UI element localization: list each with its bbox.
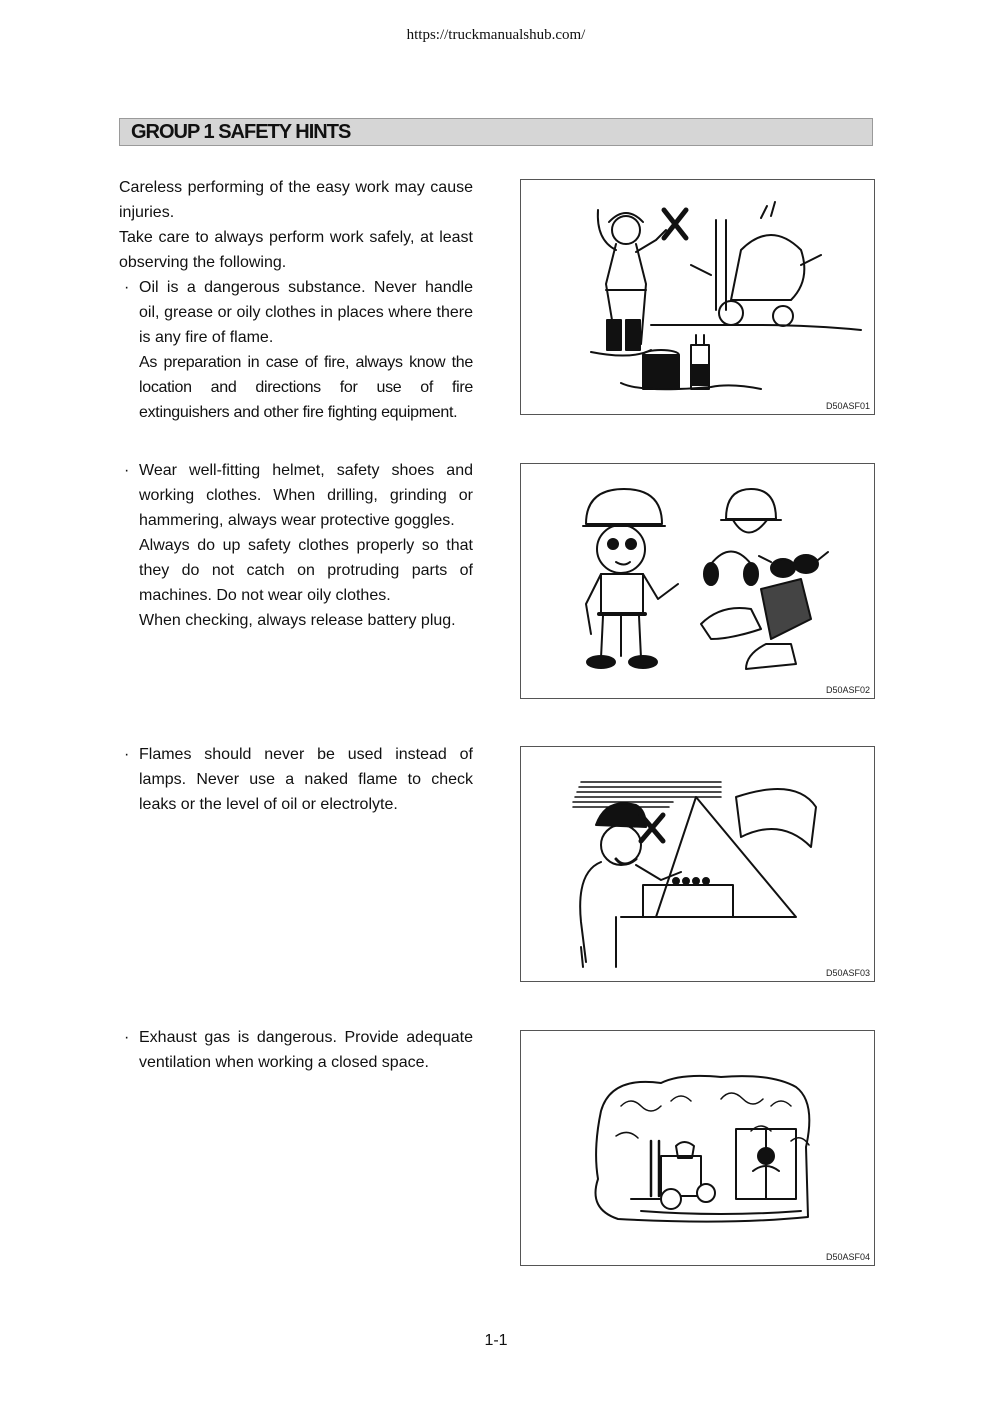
list-item xyxy=(119,458,473,633)
item-block xyxy=(119,458,473,633)
item-paragraph: As preparation in case of fire, always know the location and directions for use of fire extinguishers and other fire fighting equipment. xyxy=(139,354,473,421)
item-paragraph: When checking, always release battery plug. xyxy=(139,612,456,629)
source-url: https://truckmanualshub.com/ xyxy=(406,27,586,43)
figure-oil-fire xyxy=(520,179,875,415)
figure-code: D50ASF04 xyxy=(825,1252,870,1262)
item-paragraph: Flames should never be used instead of lamps. Never use a naked flame to check leaks or the level of oil or electrolyte. xyxy=(139,746,473,813)
section-title-bar xyxy=(119,118,873,146)
bullet-dot: · xyxy=(124,746,130,763)
protective-gear-illustration xyxy=(521,464,876,700)
naked-flame-illustration xyxy=(521,747,876,983)
intro-paragraph: Careless performing of the easy work may cause injuries. xyxy=(119,179,473,221)
bullet-dot: · xyxy=(124,1029,130,1046)
exhaust-gas-illustration xyxy=(521,1031,876,1267)
figure-protective-gear xyxy=(520,463,875,699)
figure-naked-flame xyxy=(520,746,875,982)
oil-fire-illustration xyxy=(521,180,876,416)
figure-code: D50ASF01 xyxy=(825,401,870,411)
item-block xyxy=(119,742,473,817)
item-paragraph: Wear well-fitting helmet, safety shoes and working clothes. When drilling, grinding or hammering, always wear protective goggles. xyxy=(139,462,473,529)
figure-exhaust-gas xyxy=(520,1030,875,1266)
item-paragraph: Exhaust gas is dangerous. Provide adequate ventilation when working a closed space. xyxy=(139,1029,473,1071)
item-paragraph: Always do up safety clothes properly so that they do not catch on protruding parts of machines. Do not wear oily clothes. xyxy=(139,537,473,604)
list-item xyxy=(119,742,473,817)
list-item xyxy=(119,1025,473,1075)
bullet-dot: · xyxy=(124,462,130,479)
intro-paragraph: Take care to always perform work safely, at least observing the following. xyxy=(119,229,473,271)
bullet-dot: · xyxy=(124,279,130,296)
figure-code: D50ASF03 xyxy=(825,968,870,978)
intro-block xyxy=(119,175,473,425)
item-block xyxy=(119,1025,473,1075)
page-number: 1-1 xyxy=(484,1332,508,1349)
figure-code: D50ASF02 xyxy=(825,685,870,695)
list-item xyxy=(119,275,473,425)
item-paragraph: Oil is a dangerous substance. Never handle oil, grease or oily clothes in places where there is any fire of flame. xyxy=(139,279,473,346)
section-title: GROUP 1 SAFETY HINTS xyxy=(131,121,351,143)
